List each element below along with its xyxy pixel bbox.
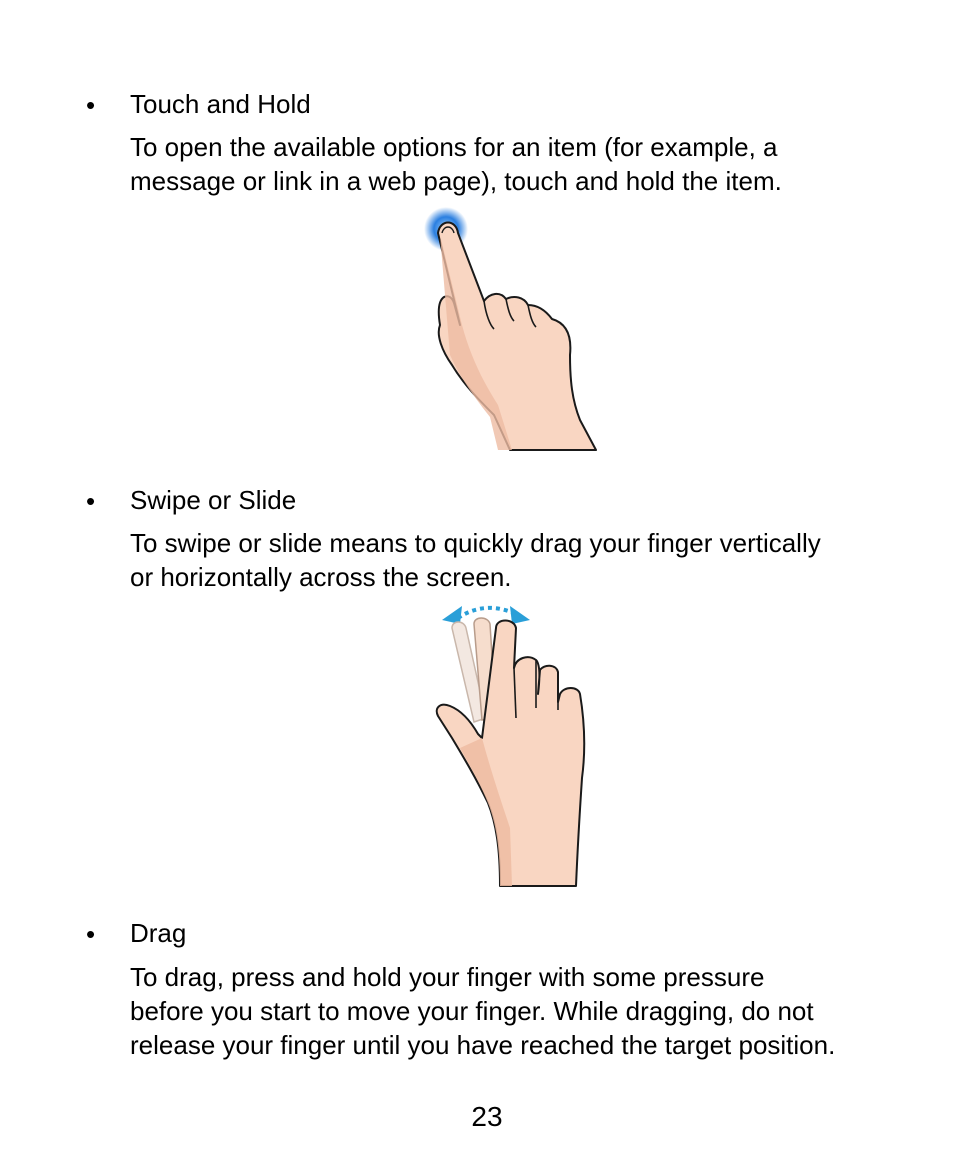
bullet-drag: • [86, 919, 96, 949]
heading-touch-and-hold: Touch and Hold [130, 89, 311, 119]
paragraph-line: or horizontally across the screen. [130, 562, 512, 592]
paragraph-line: To open the available options for an item (for example, a [130, 132, 778, 162]
heading-drag: Drag [130, 918, 187, 948]
heading-swipe-or-slide: Swipe or Slide [130, 485, 297, 515]
paragraph-line: before you start to move your finger. While dragging, do not [130, 996, 814, 1026]
swipe-hand-icon [430, 598, 590, 888]
paragraph-line: To swipe or slide means to quickly drag your finger vertically [130, 528, 821, 558]
paragraph-touch-and-hold [130, 130, 920, 198]
paragraph-line: To drag, press and hold your finger with some pressure [130, 962, 765, 992]
paragraph-swipe-or-slide [130, 526, 920, 594]
bullet-touch-and-hold: • [86, 90, 96, 120]
touch-and-hold-hand-icon [420, 205, 605, 455]
bullet-swipe-or-slide: • [86, 486, 96, 516]
paragraph-drag [130, 960, 920, 1062]
paragraph-line: message or link in a web page), touch and hold the item. [130, 166, 782, 196]
page-number: 23 [471, 1101, 503, 1132]
paragraph-line: release your finger until you have reached the target position. [130, 1030, 836, 1060]
